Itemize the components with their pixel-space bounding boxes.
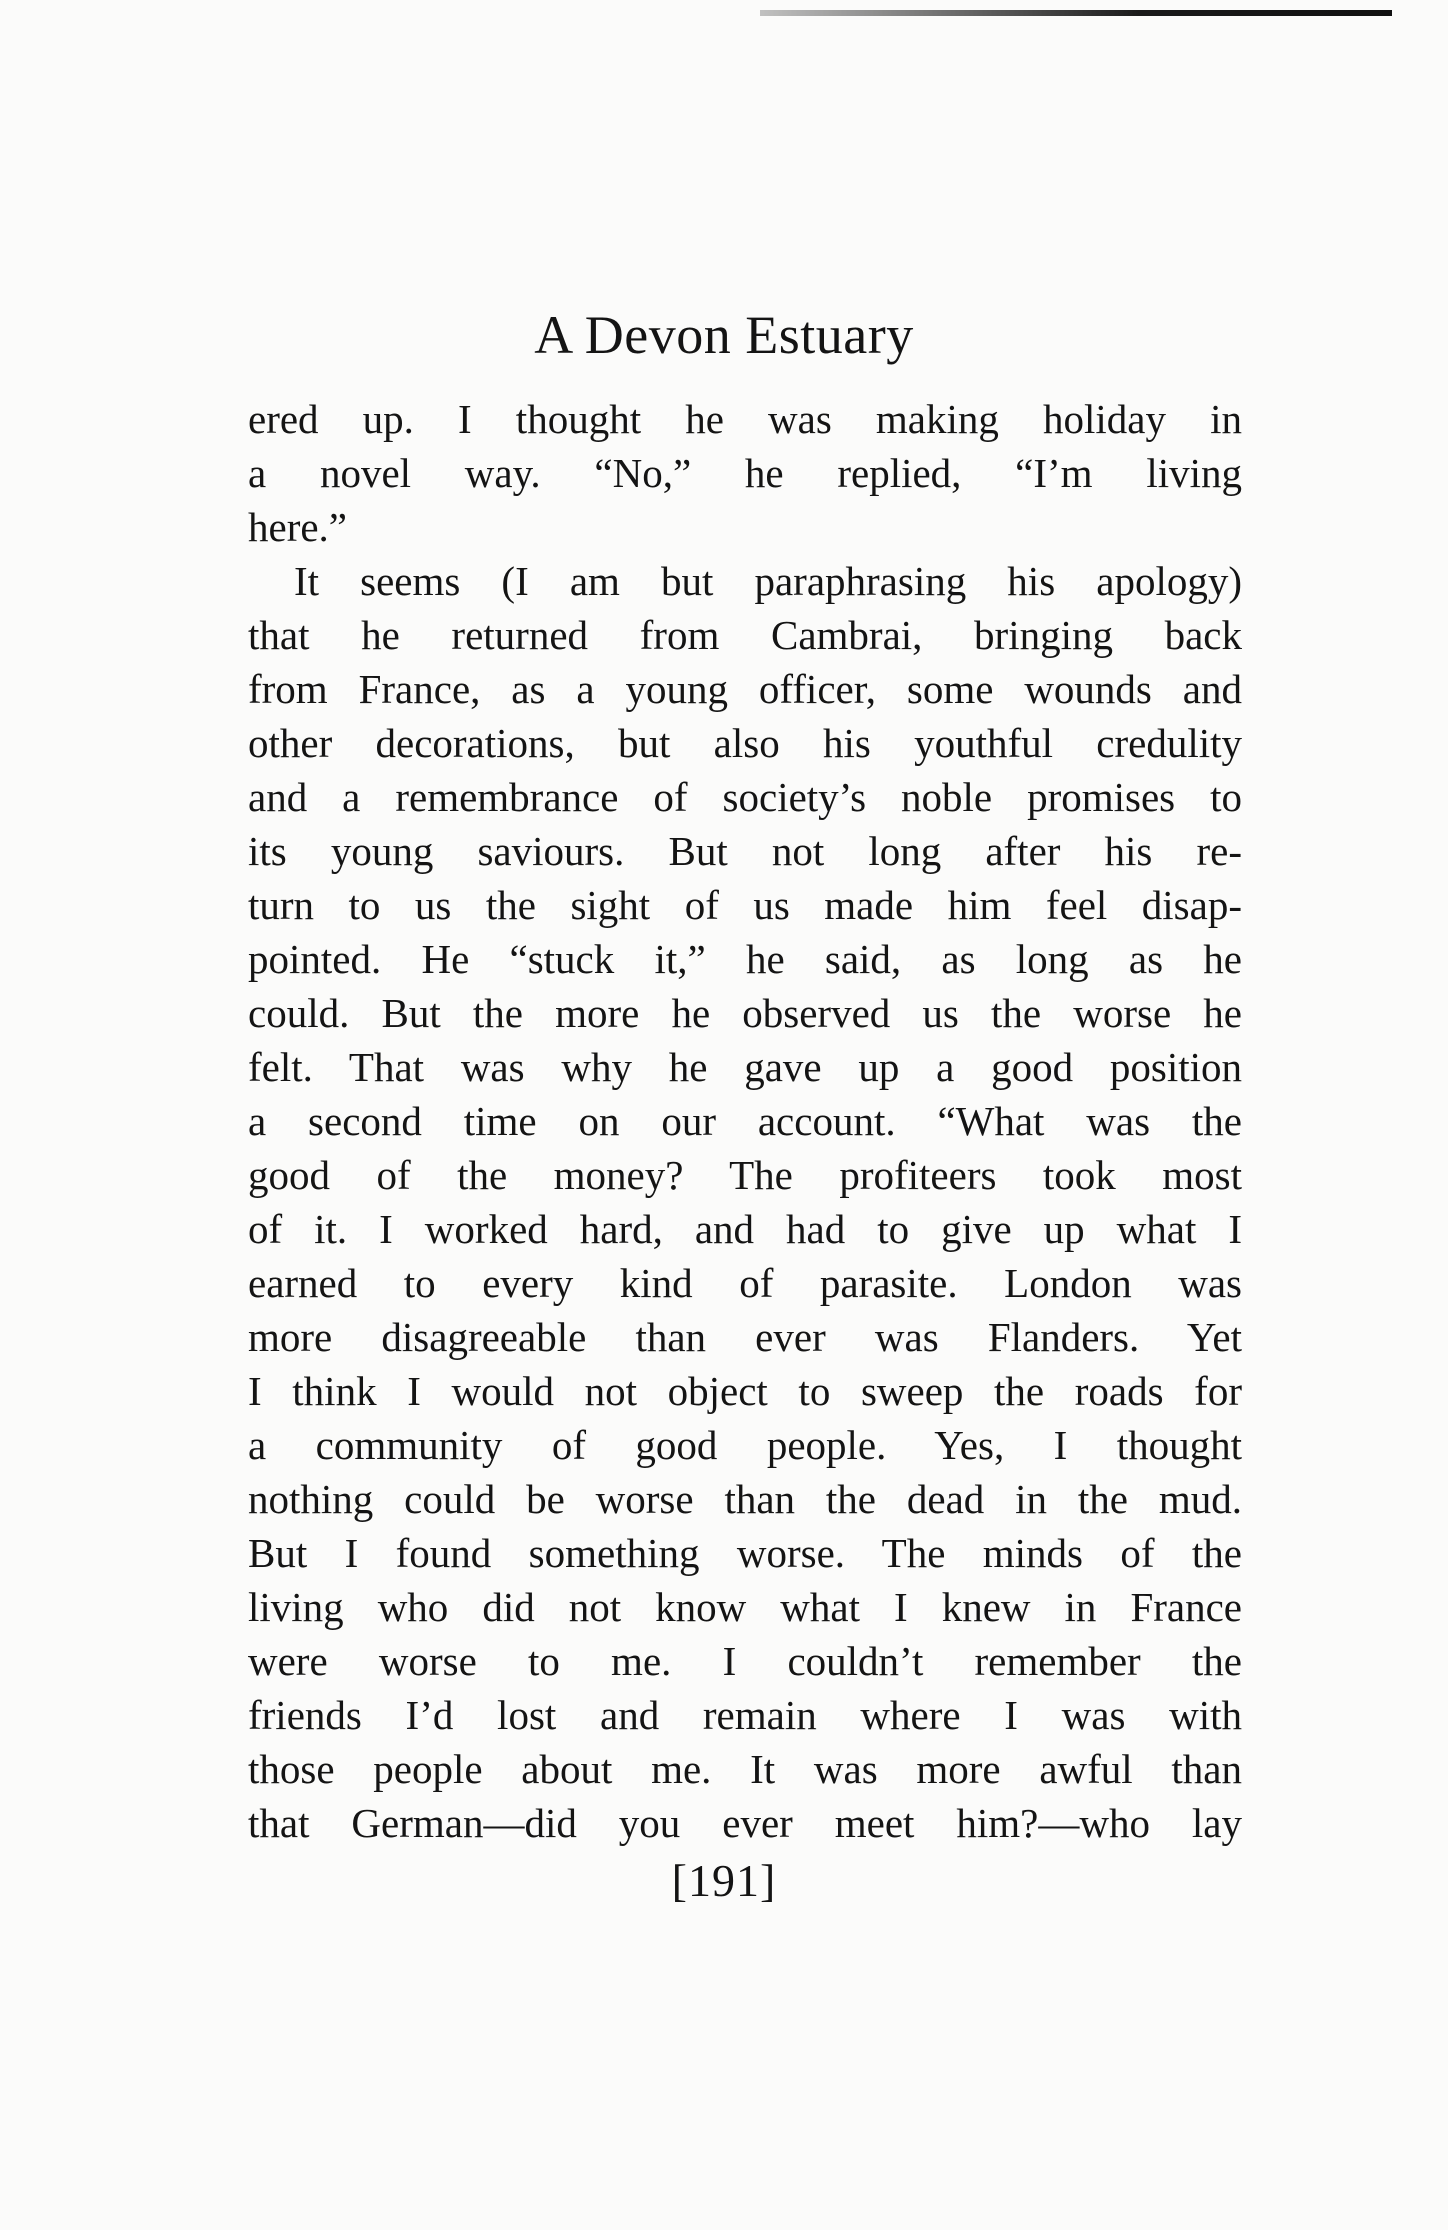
text-line: could. But the more he observed us the worse he [248,990,1242,1036]
page-number: [191] [671,1855,777,1906]
text-line: those people about me. It was more awful than [248,1746,1242,1792]
text-line: a community of good people. Yes, I thought [248,1422,1242,1468]
text-line: of it. I worked hard, and had to give up what I [248,1206,1242,1252]
text-line: and a remembrance of society’s noble promises to [248,774,1242,820]
text-line: ered up. I thought he was making holiday in [248,396,1242,442]
text-line: felt. That was why he gave up a good position [248,1044,1242,1090]
text-line: nothing could be worse than the dead in the mud. [248,1476,1242,1522]
text-line: other decorations, but also his youthful credulity [248,720,1242,766]
text-line: here.” [248,504,347,550]
text-line: that he returned from Cambrai, bringing back [248,612,1242,658]
running-head: A Devon Estuary [534,305,914,365]
text-line: I think I would not object to sweep the roads for [248,1368,1242,1414]
text-line: from France, as a young officer, some wounds and [248,666,1242,712]
text-line: its young saviours. But not long after his re- [248,828,1242,874]
text-line: a second time on our account. “What was the [248,1098,1242,1144]
text-line: good of the money? The profiteers took most [248,1152,1242,1198]
body-text [248,392,1242,1850]
text-line: earned to every kind of parasite. London was [248,1260,1242,1306]
text-line: turn to us the sight of us made him feel disap- [248,882,1242,928]
text-line: living who did not know what I knew in France [248,1584,1242,1630]
text-line: friends I’d lost and remain where I was with [248,1692,1242,1738]
text-line: But I found something worse. The minds of the [248,1530,1242,1576]
top-rule [760,10,1392,16]
text-line: a novel way. “No,” he replied, “I’m living [248,450,1242,496]
text-line: that German—did you ever meet him?—who lay [248,1800,1242,1846]
text-line: more disagreeable than ever was Flanders. Yet [248,1314,1242,1360]
text-line: pointed. He “stuck it,” he said, as long as he [248,936,1242,982]
text-line: were worse to me. I couldn’t remember the [248,1638,1242,1684]
paragraph-first-line: It seems (I am but paraphrasing his apology) [294,558,1242,604]
